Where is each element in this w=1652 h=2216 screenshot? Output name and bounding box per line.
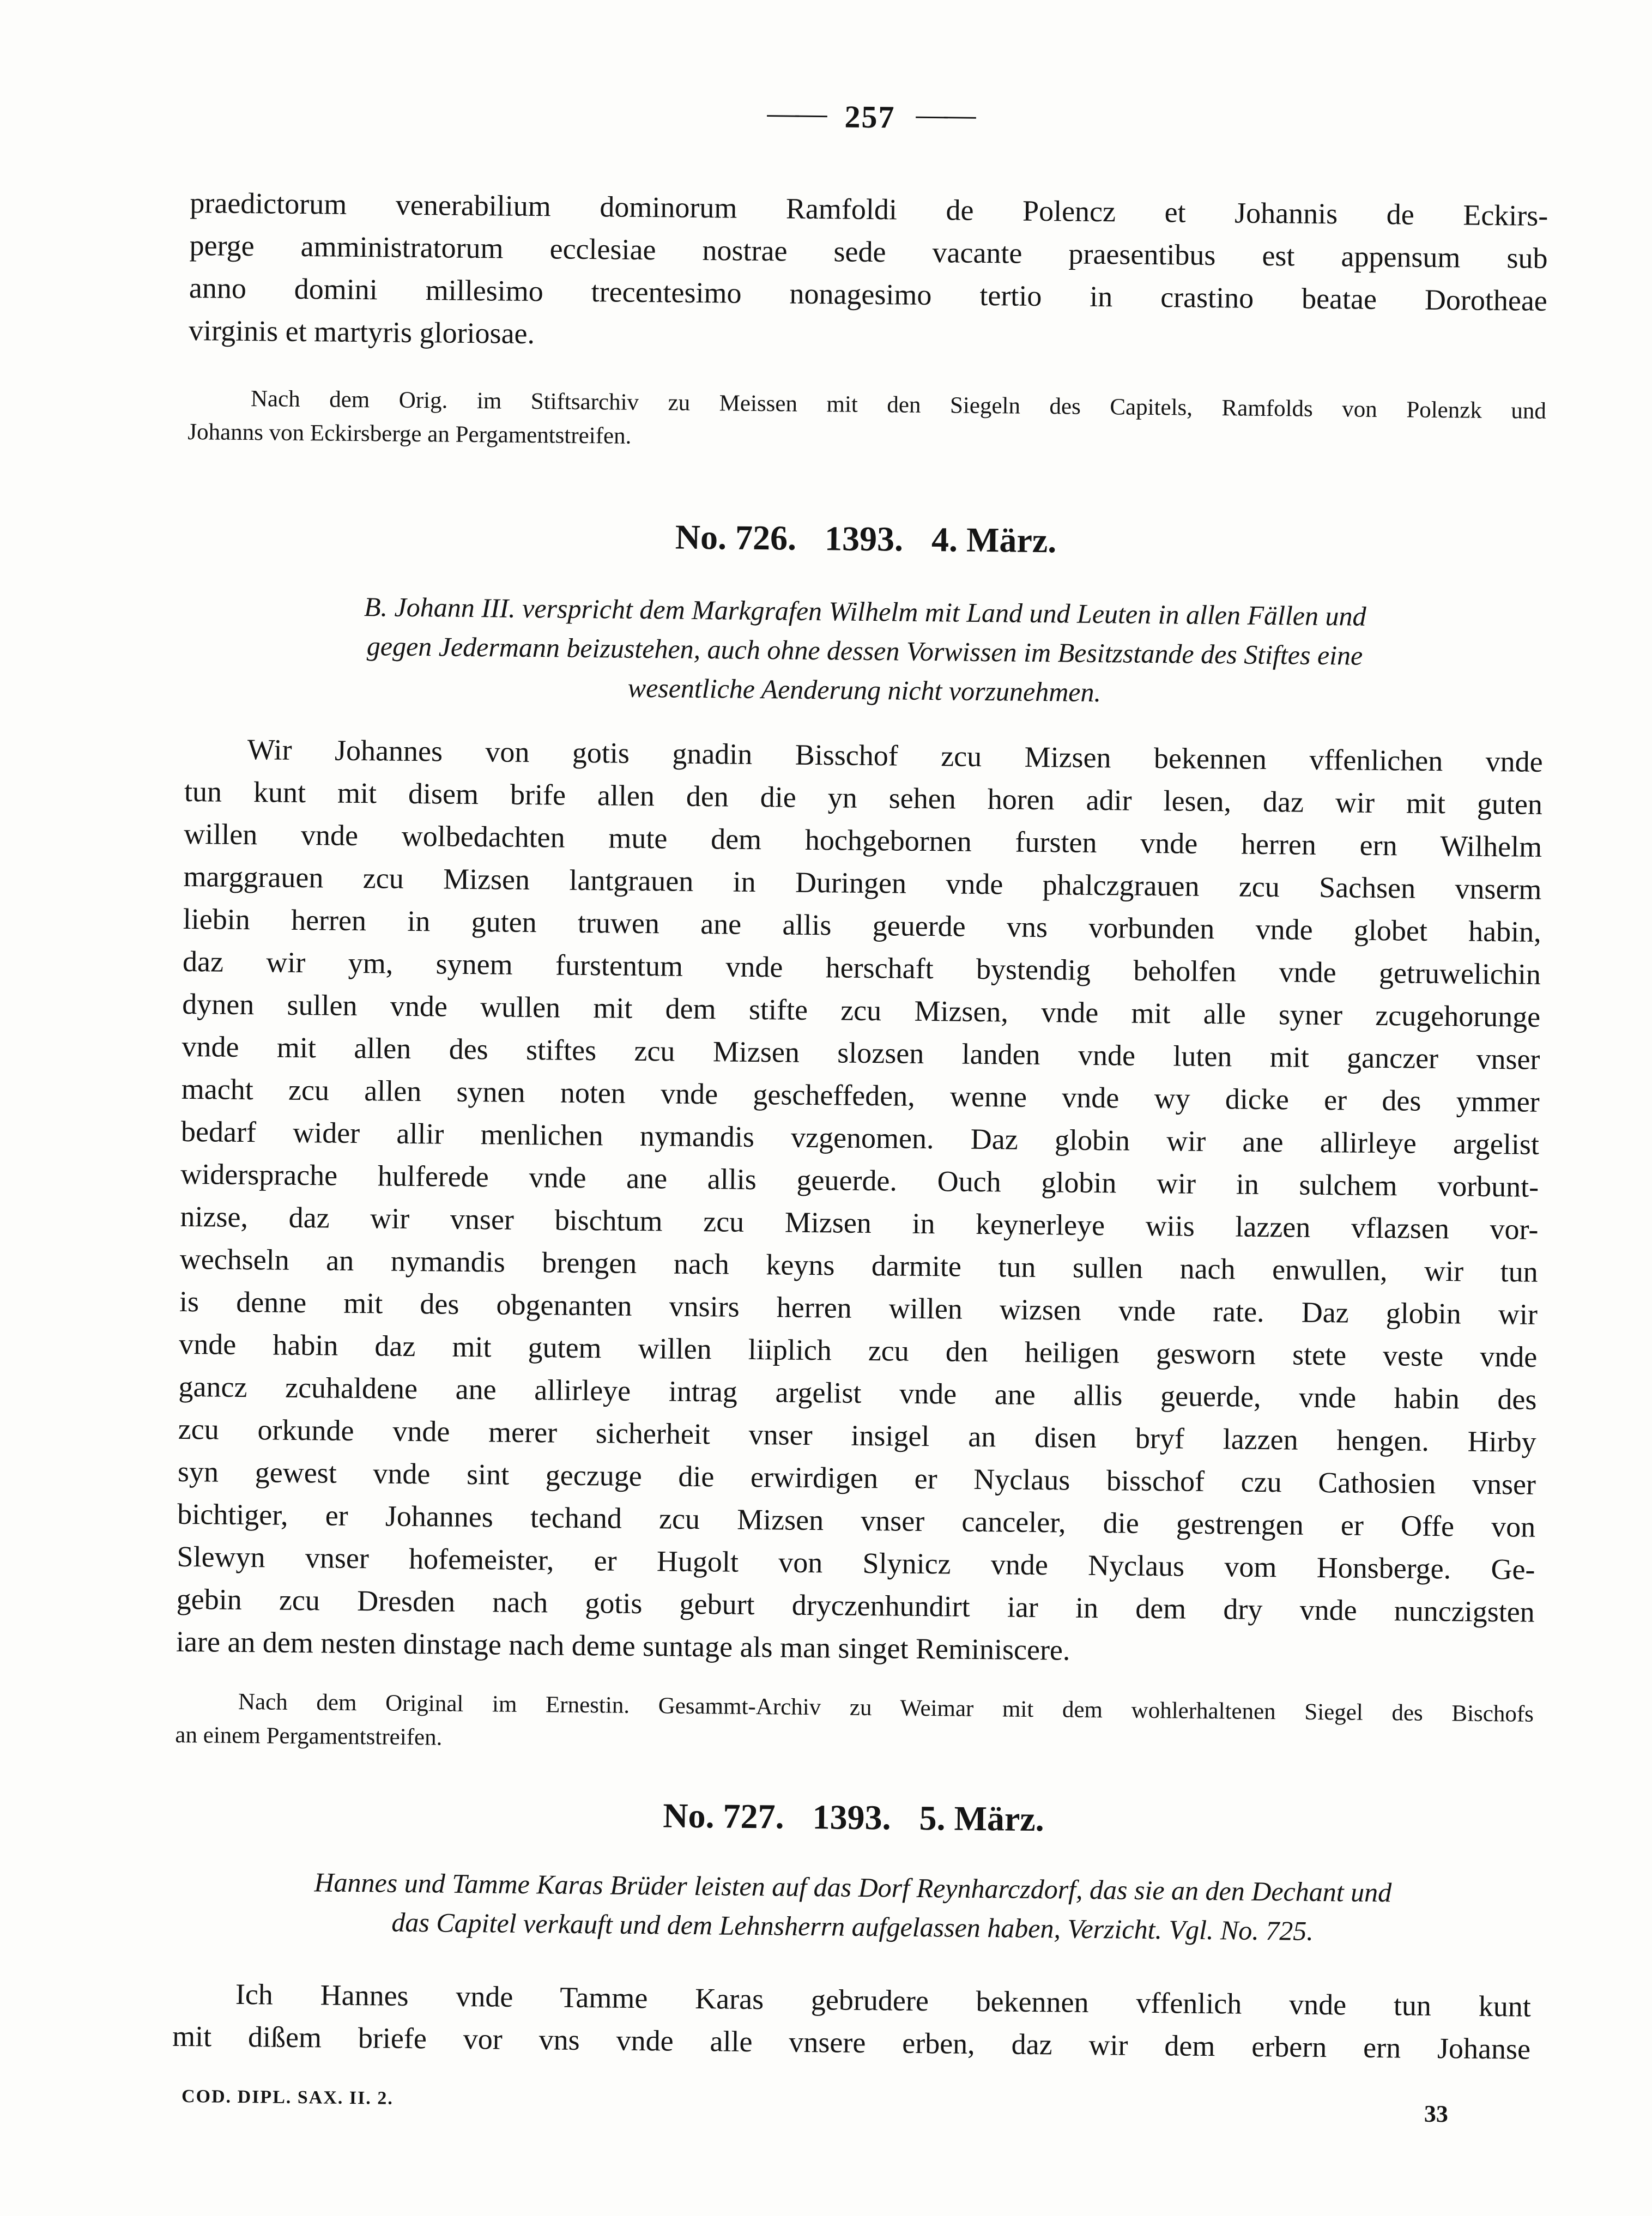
text-line: is denne mit des obgenanten vnsirs herren willen wizsen vnde rate. Daz globin wir (179, 1285, 1538, 1331)
text-line: wechseln an nymandis brengen nach keyns darmite tun sullen nach enwullen, wir tun (179, 1242, 1538, 1288)
entry-726-year: 1393. (824, 519, 904, 559)
text-line: marggrauen zcu Mizsen lantgrauen in Duringen vnde phalczgrauen zcu Sachsen vnserm (183, 859, 1542, 906)
text-line: Nach dem Orig. im Stiftsarchiv zu Meissen mit den Siegeln des Capitels, Ramfolds von Polenzk und (250, 386, 1547, 424)
entry-727-heading (174, 1790, 1533, 1844)
text-line: gebin zcu Dresden nach gotis geburt dryczenhundirt iar in dem dry vnde nunczigsten (176, 1582, 1535, 1628)
footer-signature: COD. DIPL. SAX. II. 2. (181, 2086, 394, 2109)
entry-726-summary (185, 585, 1545, 716)
entry-726-number: No. 726. (675, 517, 797, 558)
text-line: nizse, daz wir vnser bischtum zcu Mizsen in keynerleye wiis lazzen vflazsen vor- (180, 1200, 1539, 1246)
continuation-paragraph (189, 181, 1548, 365)
text-line: gegen Jedermann beizustehen, auch ohne dessen Vorwissen im Besitzstande des Stiftes eine (366, 631, 1363, 671)
entry-727-number: No. 727. (663, 1796, 784, 1836)
page-footer (172, 2080, 1530, 2128)
ornamental-dash-right: —— (916, 96, 973, 132)
text-line: Ich Hannes vnde Tamme Karas gebrudere bekennen vffenlich vnde tun kunt (235, 1977, 1532, 2023)
text-line: wesentliche Aenderung nicht vorzunehmen. (627, 672, 1102, 708)
text-line: anno domini millesimo trecentesimo nonagesimo tertio in crastino beatae Dorotheae (189, 271, 1548, 317)
text-line: bedarf wider allir menlichen nymandis vzgenomen. Daz globin wir ane allirleye argelist (180, 1115, 1540, 1161)
text-line: zcu orkunde vnde merer sicherheit vnser insigel an disen bryf lazzen hengen. Hirby (178, 1412, 1537, 1458)
text-line: dynen sullen vnde wullen mit dem stifte zcu Mizsen, vnde mit alle syner zcugehorunge (182, 987, 1541, 1033)
entry-727-body (172, 1972, 1531, 2070)
entry-726-heading (186, 512, 1545, 566)
text-line: bichtiger, er Johannes techand zcu Mizsen vnser canceler, die gestrengen er Offe von (177, 1497, 1536, 1543)
page-content (172, 0, 1550, 2128)
page-header (191, 92, 1550, 143)
text-line: virginis et martyris gloriosae. (188, 313, 535, 350)
text-line: syn gewest vnde sint geczuge die erwirdigen er Nyclaus bisschof czu Cathosien vnser (177, 1455, 1536, 1501)
text-line: perge amministratorum ecclesiae nostrae sede vacante praesentibus est appensum sub (189, 228, 1548, 275)
text-line: praedictorum venerabilium dominorum Ramfoldi de Polencz et Johannis de Eckirs- (190, 186, 1548, 232)
text-line: vnde habin daz mit gutem willen liiplich zcu den heiligen gesworn stete veste vnde (179, 1327, 1538, 1373)
text-line: Hannes und Tamme Karas Brüder leisten auf das Dorf Reynharczdorf, das sie an den Dechant und (314, 1867, 1392, 1908)
page-number: 257 (844, 99, 895, 135)
text-line: macht zcu allen synen noten vnde gescheffeden, wenne vnde wy dicke er des ymmer (181, 1072, 1540, 1118)
source-note-727 (175, 1685, 1534, 1765)
entry-727-summary (173, 1861, 1532, 1953)
text-line: widersprache hulferede vnde ane allis geuerde. Ouch globin wir in sulchem vorbunt- (180, 1157, 1539, 1203)
text-line: Slewyn vnser hofemeister, er Hugolt von Slynicz vnde Nyclaus vom Honsberge. Ge- (177, 1540, 1535, 1586)
text-line: an einem Pergamentstreifen. (175, 1722, 443, 1751)
entry-727-year: 1393. (812, 1797, 891, 1837)
text-line: daz wir ym, synem furstentum vnde herschaft bystendig beholfen vnde getruwelichin (182, 944, 1541, 991)
entry-726-date: 4. März. (931, 520, 1057, 560)
text-line: willen vnde wolbedachten mute dem hochgebornen fursten vnde herren ern Wilhelm (184, 817, 1542, 863)
text-line: gancz zcuhaldene ane allirleye intrag argelist vnde ane allis geuerde, vnde habin des (178, 1370, 1537, 1416)
entry-727-date: 5. März. (919, 1798, 1045, 1839)
text-line: B. Johann III. verspricht dem Markgrafen Wilhelm mit Land und Leuten in allen Fällen und (364, 591, 1366, 632)
text-line: mit dißem briefe vor vns vnde alle vnsere erben, daz wir dem erbern ern Johanse (172, 2019, 1531, 2066)
text-line: tun kunt mit disem brife allen den die yn sehen horen adir lesen, daz wir mit guten (184, 774, 1543, 821)
text-line: Wir Johannes von gotis gnadin Bisschof zcu Mizsen bekennen vffenlichen vnde (247, 733, 1543, 778)
text-line: vnde mit allen des stiftes zcu Mizsen slozsen landen vnde luten mit ganczer vnser (181, 1030, 1540, 1076)
ornamental-dash-left: —— (767, 95, 824, 131)
footer-sheet-number: 33 (1424, 2100, 1449, 2128)
text-line: das Capitel verkauft und dem Lehnsherrn aufgelassen haben, Verzicht. Vgl. No. 725. (391, 1906, 1314, 1946)
text-line: iare an dem nesten dinstage nach deme suntage als man singet Reminiscere. (176, 1625, 1070, 1667)
text-line: liebin herren in guten truwen ane allis geuerde vns vorbunden vnde globet habin, (183, 902, 1541, 948)
text-line: Johanns von Eckirsberge an Pergamentstreifen. (187, 419, 632, 449)
source-note-726 (187, 382, 1546, 462)
text-line: Nach dem Original im Ernestin. Gesammt-Archiv zu Weimar mit dem wohlerhaltenen Siegel des Bischofs (238, 1688, 1534, 1727)
entry-726-body (176, 728, 1543, 1676)
